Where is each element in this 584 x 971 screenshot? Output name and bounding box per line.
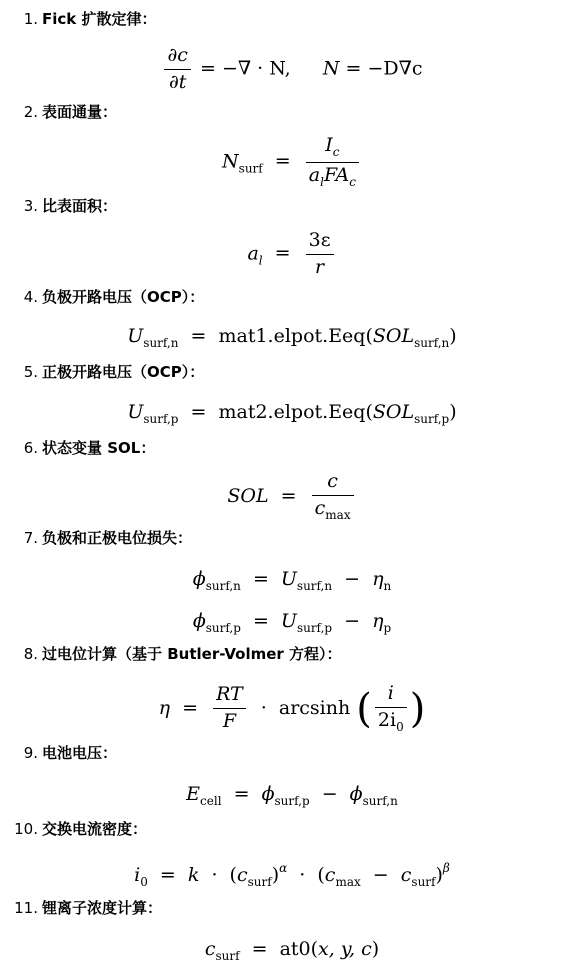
equation-specific-area: $a_l$ = $\frac{3\varepsilon}{r}$ bbox=[0, 230, 584, 279]
heading-number: 3. bbox=[23, 197, 38, 215]
numerator: i bbox=[375, 683, 407, 708]
heading-1 bbox=[0, 8, 156, 30]
denominator: ∂t bbox=[168, 70, 187, 93]
eq-text: mat2.elpot.Eeq( bbox=[218, 401, 373, 423]
eq-subscript: surf,n bbox=[143, 336, 179, 350]
numerator: c bbox=[312, 471, 354, 496]
equation-lithium-concentration: $c_{surf} = at0(x$, y, c) bbox=[204, 938, 380, 963]
heading-title: 正极开路电压（OCP）： bbox=[42, 363, 205, 381]
equation-cell-voltage: $E_{cell} = \phi_{surf,p} - \phi_{surf,n}$ bbox=[186, 783, 398, 808]
eq-var: c bbox=[324, 864, 336, 886]
equation-loss-negative: $\phi_{surf,n} = U_{surf,n} - \eta_n$ bbox=[192, 568, 392, 593]
eq-var: i bbox=[134, 864, 141, 886]
eq-superscript: α bbox=[279, 861, 288, 875]
eq-var: ϕ bbox=[349, 783, 363, 805]
eq-superscript: β bbox=[442, 861, 450, 875]
eq-subscript: c bbox=[332, 145, 340, 159]
eq-text: ) bbox=[449, 401, 457, 423]
eq-subscript: cell bbox=[200, 794, 222, 808]
heading-title: 电池电压： bbox=[42, 744, 118, 762]
equation-ocp-negative: $U_{surf,n}$ = $mat1.elpot.Eeq(SOL_{surf,n})$ bbox=[127, 325, 457, 350]
eq-var: FA bbox=[323, 163, 350, 186]
eq-var: N bbox=[322, 57, 340, 80]
eq-subscript: surf,p bbox=[296, 621, 333, 635]
eq-text: ) bbox=[449, 325, 457, 347]
eq-var: N bbox=[222, 150, 239, 173]
heading-title: Fick 扩散定律： bbox=[42, 10, 157, 28]
heading-title: 比表面积： bbox=[42, 197, 118, 215]
fraction bbox=[306, 230, 334, 279]
equation-exchange-current: $i_0 = k \cdot (c_{surf})^\alpha \cdot (c_{max} - c_{surf})^\beta$ bbox=[134, 861, 450, 889]
eq-subscript: c bbox=[349, 174, 356, 189]
eq-var: I bbox=[325, 134, 333, 156]
eq-var: c bbox=[314, 496, 326, 519]
eq-var: U bbox=[280, 610, 297, 632]
eq-var: E bbox=[186, 783, 201, 805]
eq-var: η bbox=[372, 568, 384, 590]
eq-subscript: max bbox=[325, 507, 351, 522]
eq-var: U bbox=[127, 325, 144, 347]
eq-subscript: p bbox=[383, 621, 392, 635]
eq-subscript: l bbox=[258, 253, 263, 268]
eq-var: x, y, c bbox=[318, 938, 372, 960]
heading-number: 8. bbox=[23, 645, 38, 663]
heading-number: 1. bbox=[23, 10, 38, 28]
equation-loss-positive: $\phi_{surf,p} = U_{surf,p} - \eta_p$ bbox=[192, 610, 392, 635]
eq-subscript: 0 bbox=[396, 719, 404, 734]
eq-var: U bbox=[127, 401, 144, 423]
heading-6 bbox=[0, 437, 155, 459]
eq-text: mat1.elpot.Eeq( bbox=[218, 325, 373, 347]
heading-title: 状态变量 SOL： bbox=[42, 439, 156, 457]
denominator bbox=[306, 163, 359, 190]
eq-var: ϕ bbox=[192, 568, 206, 590]
heading-8 bbox=[0, 643, 342, 665]
equation-butler-volmer: η = $\frac{RT}{F}$ · arcsinh ( $\frac{i}{2i_0}$ ) bbox=[158, 682, 426, 734]
fraction bbox=[306, 135, 359, 190]
eq-text: at0( bbox=[279, 938, 319, 960]
heading-number: 9. bbox=[23, 744, 38, 762]
heading-number: 10. bbox=[14, 820, 38, 838]
eq-var: c bbox=[204, 938, 216, 960]
eq-subscript: max bbox=[335, 875, 361, 889]
heading-4 bbox=[0, 286, 204, 308]
denominator bbox=[312, 496, 354, 523]
numerator bbox=[306, 135, 359, 163]
eq-subscript: surf bbox=[238, 161, 263, 176]
eq-subscript: surf,n bbox=[205, 579, 241, 593]
eq-var: k bbox=[187, 864, 200, 886]
eq-var: c bbox=[400, 864, 412, 886]
heading-title: 负极和正极电位损失： bbox=[42, 529, 193, 547]
fraction bbox=[164, 45, 190, 94]
fraction bbox=[375, 683, 407, 735]
heading-number: 6. bbox=[23, 439, 38, 457]
eq-subscript: surf,n bbox=[414, 336, 450, 350]
eq-subscript: surf bbox=[411, 875, 436, 889]
heading-11 bbox=[0, 897, 162, 919]
heading-5 bbox=[0, 361, 204, 383]
eq-subscript: n bbox=[383, 579, 392, 593]
heading-title: 交换电流密度： bbox=[42, 820, 148, 838]
eq-text: ) bbox=[371, 938, 380, 960]
eq-var: η bbox=[158, 696, 171, 719]
denominator: F bbox=[222, 710, 236, 733]
heading-2 bbox=[0, 101, 117, 123]
heading-3 bbox=[0, 195, 117, 217]
numerator: RT bbox=[213, 684, 246, 709]
heading-title: 负极开路电压（OCP）： bbox=[42, 288, 205, 306]
eq-subscript: surf,n bbox=[296, 579, 333, 593]
equation-fick bbox=[0, 45, 584, 94]
eq-var: ϕ bbox=[261, 783, 275, 805]
eq-var: c bbox=[236, 864, 248, 886]
eq-text: = −∇ · N, bbox=[200, 57, 291, 80]
eq-text: arcsinh bbox=[278, 696, 351, 719]
eq-var: ϕ bbox=[192, 610, 206, 632]
fraction bbox=[312, 471, 354, 523]
eq-var: U bbox=[280, 568, 297, 590]
eq-subscript: surf,p bbox=[274, 794, 310, 808]
heading-title: 表面通量： bbox=[42, 103, 118, 121]
eq-var: η bbox=[372, 610, 384, 632]
heading-title: 锂离子浓度计算： bbox=[42, 899, 163, 917]
equation-ocp-positive: $U_{surf,p}$ = $mat2.elpot.Eeq(SOL_{surf,p})$ bbox=[127, 401, 457, 426]
eq-subscript: surf,p bbox=[414, 412, 450, 426]
heading-title: 过电位计算（基于 Butler-Volmer 方程）： bbox=[42, 645, 342, 663]
eq-subscript: surf,p bbox=[143, 412, 179, 426]
eq-text: = −D∇c bbox=[345, 57, 423, 80]
eq-subscript: 0 bbox=[140, 875, 148, 889]
eq-text: 2i bbox=[377, 708, 397, 731]
heading-number: 7. bbox=[23, 529, 38, 547]
eq-var: a bbox=[308, 163, 321, 186]
equation-surface-flux: $N_{surf}$ = $\frac{I_c}{a_lFA_c}$ bbox=[0, 135, 584, 190]
eq-var: SOL bbox=[227, 484, 269, 507]
eq-subscript: surf,n bbox=[362, 794, 398, 808]
denominator: r bbox=[315, 255, 325, 278]
heading-number: 11. bbox=[14, 899, 38, 917]
equation-sol: SOL = $\frac{c}{c_{max}}$ bbox=[0, 471, 584, 523]
heading-number: 5. bbox=[23, 363, 38, 381]
eq-var: SOL bbox=[372, 325, 415, 347]
numerator: ∂c bbox=[164, 45, 190, 70]
heading-number: 4. bbox=[23, 288, 38, 306]
heading-number: 2. bbox=[23, 103, 38, 121]
eq-var: SOL bbox=[372, 401, 415, 423]
heading-7 bbox=[0, 527, 192, 549]
denominator bbox=[375, 708, 407, 735]
numerator: 3ε bbox=[306, 230, 334, 255]
eq-var: a bbox=[247, 242, 259, 265]
fraction bbox=[213, 684, 246, 733]
eq-subscript: surf bbox=[215, 949, 240, 963]
heading-9 bbox=[0, 742, 117, 764]
heading-10 bbox=[0, 818, 147, 840]
eq-subscript: l bbox=[320, 174, 324, 189]
eq-subscript: surf,p bbox=[205, 621, 241, 635]
eq-subscript: surf bbox=[247, 875, 272, 889]
